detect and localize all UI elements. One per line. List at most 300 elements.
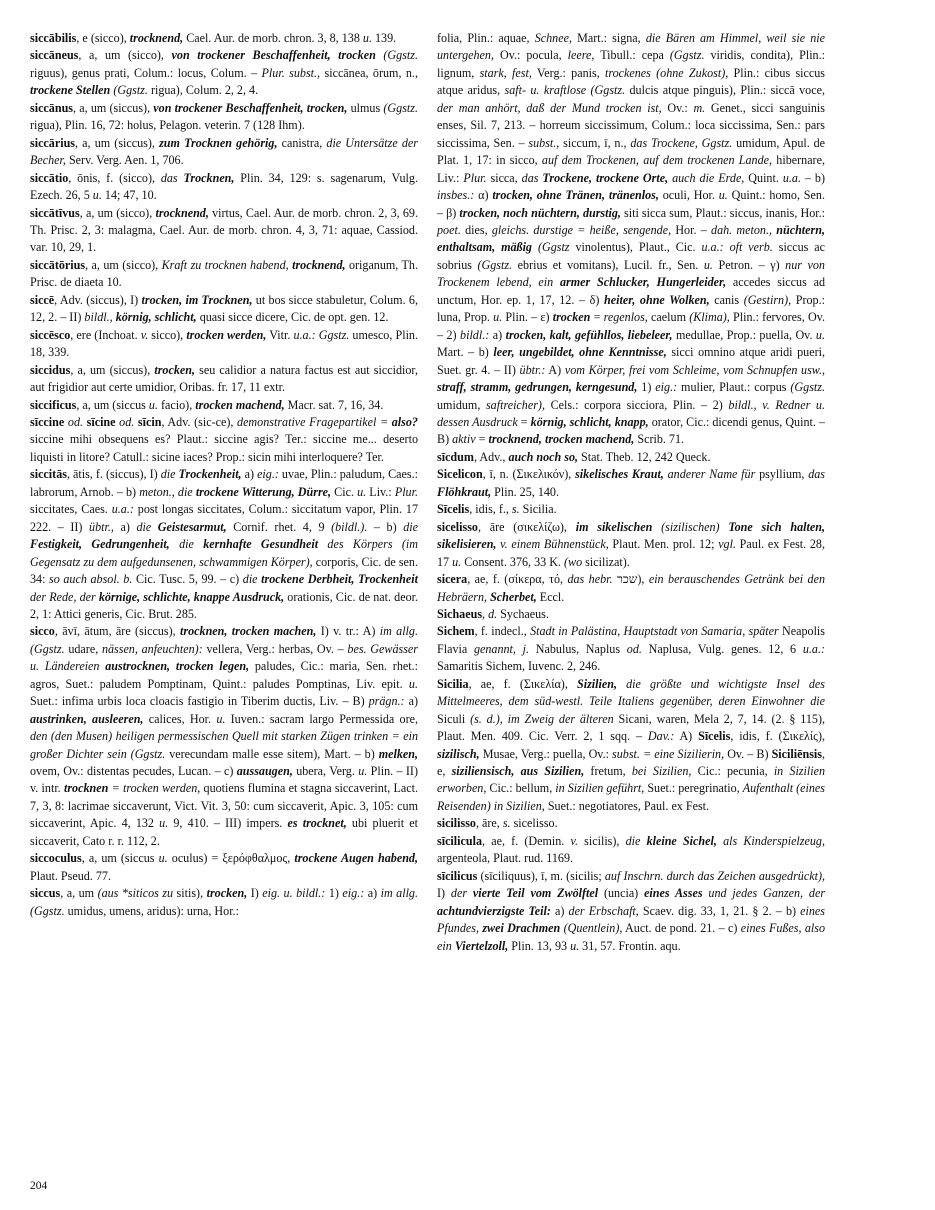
entry-italic-text: die Bären am Himmel, weil sie nie untergehen,	[437, 31, 826, 63]
entry-text: umidum,	[437, 397, 486, 412]
entry-text: ebrius et vomitans), Lucil. fr., Sen.	[512, 257, 704, 272]
entry-translation: Viertelzoll,	[454, 938, 509, 953]
entry-text: uvae, Plin.: paludum, Caes.: labrorum, Arnob. – b)	[30, 467, 418, 499]
entry-italic-text: (Ggstz.	[113, 83, 148, 98]
entry-italic-text: (Quentlein),	[563, 921, 623, 936]
dictionary-entry	[30, 414, 418, 466]
entry-italic-text: u.	[158, 851, 168, 866]
entry-italic-text: v. einem Bühnenstück,	[500, 537, 609, 552]
entry-text: (uncia)	[598, 886, 645, 901]
entry-translation: trocken, kalt, gefühllos, liebeleer,	[505, 327, 673, 342]
entry-translation: Sizilien,	[576, 676, 617, 691]
entry-translation: trocknen	[63, 781, 109, 796]
entry-translation: trockene Stellen	[30, 83, 111, 98]
entry-text: Plin. – II) v. intr.	[30, 764, 418, 796]
entry-text: , āre,	[475, 816, 503, 831]
entry-italic-text: in Sizilien geführt,	[555, 781, 645, 796]
entry-text: שכר),	[612, 572, 649, 587]
entry-italic-text: u.	[815, 327, 825, 342]
entry-translation: trocknend,	[292, 257, 346, 272]
entry-italic-text: den (den Musen) heiligen permessischen Quell mit starken Zügen trinken = ein großer Dichter sein (Ggstz.	[30, 729, 418, 761]
entry-text: fretum,	[584, 764, 632, 779]
entry-headword: siccābilis	[30, 31, 77, 45]
entry-translation: achtundvierzigste Teil:	[437, 903, 551, 918]
entry-text: Siculi	[437, 711, 471, 726]
entry-italic-text: die	[403, 519, 418, 534]
entry-italic-text: der man anhört, daß der Mund trocken ist,	[437, 100, 662, 115]
entry-text: Suet.: infima urbis loca cloacis fastigio in Tiberim ductis, Liv. – B)	[30, 694, 369, 709]
dictionary-entry	[437, 501, 825, 518]
entry-text: sicelisso.	[510, 816, 558, 831]
entry-italic-text: u.a.: Ggstz.	[293, 327, 350, 342]
entry-text: Cornif. rhet. 4, 9	[226, 519, 332, 534]
entry-italic-text: demonstrative Fragepartikel =	[237, 414, 389, 429]
entry-text: Auct. de pond. 21. – c)	[622, 921, 741, 936]
entry-text	[617, 677, 626, 691]
entry-text: quotiens flumina et stagna siccaverint, Lact. 7, 3, 8: lacrimae siccaverunt, Vict. Vit. 3, 50: cum siccaverit, Apic. 3, 105: cum siccaverint, Apic. 4, 132	[30, 781, 418, 831]
entry-text: , ae, f. (Σικελία),	[468, 676, 577, 691]
entry-text: caelum	[647, 310, 690, 325]
entry-headword: siccātio	[30, 170, 69, 185]
entry-italic-text: (Ggstz	[537, 240, 570, 255]
entry-italic-text: Stadt in Palästina, Hauptstadt von Samaria, später	[530, 624, 779, 639]
entry-headword: Sicilia	[437, 676, 469, 691]
entry-text	[553, 275, 560, 289]
entry-italic-text: s.	[511, 502, 520, 517]
entry-italic-text: d.	[488, 606, 498, 621]
entry-headword: siccāneus	[30, 48, 79, 63]
entry-translation: zwei Drachmen	[482, 921, 561, 936]
entry-italic-text: u.	[92, 188, 102, 203]
dictionary-column-left	[30, 30, 418, 920]
entry-translation: austrinken, ausleeren,	[30, 711, 144, 726]
entry-italic-text: poet.	[437, 222, 461, 237]
entry-translation: körnig, schlicht,	[115, 310, 197, 325]
entry-italic-text: bildl., v. Redner u. dessen Ausdruck	[437, 397, 825, 429]
entry-text: Hor. –	[671, 222, 712, 237]
dictionary-entry	[437, 30, 825, 449]
entry-italic-text: vgl.	[718, 537, 736, 552]
entry-text: Samaritis Sichem, Iuvenc. 2, 246.	[437, 659, 601, 674]
entry-text: Sicilia.	[519, 502, 557, 517]
entry-text: a)	[364, 886, 381, 901]
entry-text: , a, um (siccus),	[70, 362, 155, 377]
entry-headword: siccidus	[30, 362, 71, 377]
entry-headword: sīcilicula	[437, 833, 483, 848]
entry-text: , ae, f. (σίκερα, τό,	[467, 572, 568, 587]
entry-italic-text: u.a.:	[802, 641, 825, 656]
entry-italic-text: m.	[693, 100, 706, 115]
entry-headword: Sichaeus	[437, 606, 483, 621]
entry-headword: siccārius	[30, 135, 76, 150]
entry-italic-text: u.	[148, 397, 158, 412]
entry-italic-text: (Klima),	[689, 310, 730, 325]
entry-text: udare,	[64, 641, 102, 656]
entry-translation: Trockene, trockene Orte,	[542, 170, 669, 185]
entry-italic-text: bes. Gewässer u. Ländereien	[30, 641, 418, 674]
entry-italic-text: der Erbschaft,	[568, 903, 639, 918]
entry-headword: siccēsco	[30, 327, 71, 342]
dictionary-entry	[30, 135, 418, 170]
entry-headword: Sīcelis	[437, 502, 470, 517]
entry-italic-text: das	[521, 170, 539, 185]
entry-headword: sīcdum	[437, 449, 474, 464]
entry-text: Neapolis Flavia	[437, 624, 825, 656]
dictionary-entry	[30, 170, 418, 205]
entry-translation: Geistesarmut,	[157, 519, 227, 534]
entry-text: Scaev. dig. 33, 1, 21. § 2. – b)	[638, 903, 801, 918]
entry-italic-text: saft- u. kraftlose (Ggstz.	[504, 83, 626, 98]
entry-italic-text: eines Pfundes,	[437, 903, 826, 936]
entry-translation: trocknend,	[155, 205, 209, 220]
entry-italic-text: Aufenthalt (eines Reisenden) in Sizilien,	[437, 781, 825, 813]
entry-text: corporis, Cic. de sen. 34:	[30, 554, 418, 587]
entry-text: Tibull.: cepa	[594, 48, 670, 63]
entry-translation: trocken,	[206, 886, 248, 901]
dictionary-entry	[30, 47, 418, 99]
entry-text: , e,	[437, 746, 825, 779]
entry-italic-text: als Kinderspielzeug,	[723, 833, 825, 848]
dictionary-entry	[437, 606, 825, 623]
entry-text: – b)	[800, 170, 825, 185]
entry-text: , e (sicco),	[76, 31, 130, 45]
entry-text: , ere (Inchoat.	[70, 327, 141, 342]
entry-text: ovem, Ov.: distentas pecudes, Lucan. – c)	[30, 764, 237, 779]
entry-headword: sīcilicus	[437, 868, 478, 883]
entry-italic-text: subst.,	[528, 135, 560, 150]
entry-text: siti sicca sum, Plaut.: siccus, inanis, Hor.:	[620, 205, 826, 220]
entry-italic-text: (Gestirn),	[743, 292, 792, 307]
dictionary-entry	[30, 623, 418, 850]
entry-italic-text: insbes.:	[437, 188, 475, 203]
entry-text: Sychaeus.	[497, 606, 549, 621]
entry-text: , idis, f. (Σικελίς),	[730, 729, 826, 744]
entry-headword: siccoculus	[30, 851, 82, 866]
entry-text: Eccl.	[536, 589, 565, 604]
entry-translation: von trockener Beschaffenheit, trocken	[171, 48, 376, 63]
dictionary-entry	[30, 327, 418, 362]
entry-italic-text: (Ggstz.	[383, 48, 419, 63]
entry-italic-text: (Ggstz.	[790, 380, 825, 395]
entry-text: , f. indecl.,	[474, 624, 531, 639]
entry-text: post longas siccitates, Colum.: siccitatum vapor, Plin. 17 222. – II)	[30, 502, 418, 534]
entry-text: Cael. Aur. de morb. chron. 3, 8, 138	[183, 31, 363, 45]
entry-italic-text: gleichs. durstige = heiße, sengende,	[491, 222, 672, 237]
entry-translation: trocknend,	[129, 31, 184, 45]
entry-text: rigua), Colum. 2, 2, 4.	[147, 83, 259, 98]
dictionary-entry	[30, 100, 418, 135]
entry-text: Plin.: cibus siccus atque aridus,	[437, 65, 825, 98]
entry-translation: körnig, schlicht, knapp,	[530, 414, 649, 429]
entry-translation: sikelisches Kraut,	[575, 467, 664, 482]
entry-text: Plin. 25, 140.	[491, 484, 559, 499]
entry-headword: Sīcelis	[698, 729, 731, 744]
entry-text: siccus ac sobrius	[437, 240, 826, 272]
entry-italic-text: (wo	[564, 554, 583, 569]
entry-italic-text: v.	[570, 833, 578, 848]
dictionary-entry	[437, 815, 825, 832]
entry-text: oculi, Hor.	[658, 188, 719, 203]
entry-italic-text: auch die Erde,	[672, 170, 745, 185]
entry-text: , ae, f. (Demin.	[482, 833, 571, 848]
dictionary-entry	[30, 850, 418, 885]
entry-text: Cic. Tusc. 5, 99. – c)	[132, 572, 243, 587]
entry-translation: trockene Augen habend,	[294, 851, 418, 866]
entry-text: a)	[113, 519, 137, 534]
entry-text: Naplusa, Vulg. genes. 12, 6	[641, 641, 803, 656]
entry-text: Vitr.	[266, 327, 294, 342]
entry-italic-text: bildl.,	[84, 310, 113, 325]
entry-translation: trocknend, trocken machend,	[488, 432, 635, 447]
entry-italic-text: u.	[452, 554, 462, 569]
entry-text: Plin.: fervores, Ov. – 2)	[437, 310, 826, 342]
dictionary-column-right	[437, 30, 825, 955]
entry-translation: trockene Witterung, Dürre,	[195, 484, 332, 499]
entry-text: Liv.:	[366, 484, 395, 499]
dictionary-entry	[437, 519, 825, 571]
entry-text: Macr. sat. 7, 16, 34.	[284, 397, 384, 412]
entry-italic-text: nässen, anfeuchten):	[101, 641, 203, 656]
entry-translation: trocken	[552, 310, 591, 325]
entry-text: sicca,	[486, 170, 522, 185]
entry-translation: straff, stramm, gedrungen, kerngesund,	[437, 380, 638, 395]
entry-translation: austrocknen, trocken legen,	[105, 659, 250, 674]
entry-text: Scrib. 71.	[634, 432, 685, 447]
entry-text: 1)	[637, 380, 656, 395]
entry-italic-text: nur von Trockenem lebend, ein	[437, 257, 825, 290]
entry-text: I)	[247, 886, 263, 901]
entry-text: a)	[241, 467, 258, 482]
entry-text: Quint.	[744, 170, 783, 185]
entry-translation: Festigkeit, Gedrungenheit,	[30, 537, 170, 552]
dictionary-entry	[30, 362, 418, 397]
entry-headword: siccus	[30, 886, 61, 901]
entry-headword: sicco	[30, 624, 55, 639]
entry-text: , Adv. (siccus), I)	[54, 292, 142, 307]
entry-text: sicilizat).	[582, 554, 630, 569]
entry-text: Iuven.: sacram largo Permessida ore,	[225, 711, 419, 726]
entry-text: Suet.: negotiatores, Paul. ex Fest.	[544, 798, 710, 813]
entry-italic-text: leere,	[567, 48, 595, 63]
entry-italic-text: u.	[570, 938, 580, 953]
entry-text: – b)	[367, 519, 404, 534]
entry-translation: nüchtern, enthaltsam, mäßig	[437, 222, 825, 255]
entry-italic-text: (Ggstz.	[669, 48, 705, 63]
entry-italic-text: die größte und wichtigste Insel des Mittelmeeres, dem süd-westl. Teile Italiens gegenüber, deren Einwohner die	[437, 676, 825, 709]
entry-text: medullae, Prop.: puella, Ov.	[672, 327, 816, 342]
entry-text	[652, 520, 661, 534]
entry-italic-text: meton., die	[139, 484, 193, 499]
entry-translation: Trocknen,	[183, 170, 235, 185]
entry-text: paludes, Cic.: maria, Sen. rhet.: agros, Suet.: paludem Pomptinam, Quint.: paludes Pomptinas, Liv. epit.	[30, 659, 418, 691]
entry-translation: trocknen, trocken machen,	[180, 624, 317, 639]
entry-translation: aussaugen,	[236, 764, 293, 779]
entry-translation: Tone sich halten, sikelisieren,	[437, 519, 826, 552]
entry-translation: Scherbet,	[490, 589, 537, 604]
entry-italic-text: das	[160, 170, 178, 185]
entry-text: virtus, Cael. Aur. de morb. chron. 2, 3, 69. Th. Prisc. 2, 3: malagma, Cael. Aur. de morb. chron. 4, 3, 71: aquae, Cassiod. var. 10, 29, 1.	[30, 205, 419, 255]
entry-text: , a, um (siccus),	[75, 135, 160, 150]
entry-italic-text: u.	[362, 31, 372, 45]
entry-translation: also?	[391, 414, 418, 429]
entry-italic-text: u.	[357, 484, 367, 499]
entry-translation: kleine Sichel,	[646, 833, 717, 848]
entry-text: Mart.: signa,	[571, 31, 646, 45]
entry-text	[194, 537, 203, 551]
entry-text: a)	[404, 694, 418, 709]
entry-text: , āvī, ātum, āre (siccus),	[54, 624, 181, 639]
entry-italic-text: des Körpers (im Gegensatz zu dem aufgedunsenen, schwammigen Körper),	[30, 537, 419, 569]
dictionary-entry	[437, 449, 825, 466]
entry-italic-text: u.a.: oft verb.	[701, 240, 773, 255]
entry-text: sicci omnino atque aridi pueri, Suet. gr. 4. – II)	[437, 345, 825, 377]
entry-translation: Trockenheit,	[178, 467, 242, 482]
entry-translation: zum Trocknen gehörig,	[159, 135, 278, 150]
entry-italic-text: s.	[502, 816, 511, 831]
entry-italic-text: (aus *siticos zu	[97, 886, 174, 901]
entry-italic-text: (Ggstz.	[383, 100, 418, 115]
entry-translation: trockene Derbheit, Trockenheit	[261, 572, 418, 587]
entry-italic-text: auf Inschrn. durch das Zeichen ausgedrückt),	[604, 868, 825, 883]
entry-text: Ov. – B)	[724, 746, 772, 761]
entry-translation: trocken, noch nüchtern, durstig,	[459, 205, 621, 220]
entry-italic-text: trockenes (ohne Zukost),	[604, 65, 729, 80]
entry-headword: Sichem	[437, 624, 475, 639]
entry-headword: siccificus	[30, 397, 77, 412]
entry-headword: siccitās	[30, 467, 67, 482]
entry-text: =	[475, 432, 489, 447]
entry-text: =	[590, 310, 604, 325]
entry-italic-text: subst. = eine Sizilierin,	[612, 746, 725, 761]
entry-text: umidus, umens, aridus): urna, Hor.:	[64, 903, 239, 918]
entry-text: umidum, Apul. de Plat. 1, 17: in sicco,	[437, 135, 826, 168]
entry-italic-text: prägn.:	[368, 694, 405, 709]
entry-translation: leer, ungebildet, ohne Kenntnisse,	[493, 345, 667, 360]
entry-text: Serv. Verg. Aen. 1, 706.	[65, 153, 184, 168]
entry-italic-text: und jedes Ganzen, der	[708, 886, 826, 901]
entry-translation: melken,	[378, 746, 418, 761]
entry-text: Verg.: panis,	[531, 65, 605, 80]
entry-headword: Siciliēnsis	[771, 746, 822, 761]
entry-italic-text: regenlos,	[603, 310, 648, 325]
entry-text: orationis, Cic. de nat. deor. 2, 1: Attici generis, Cic. Brut. 285.	[30, 589, 419, 621]
entry-text: Quint.: homo, Sen. – β)	[437, 188, 825, 220]
entry-italic-text: (bildl.).	[331, 519, 368, 534]
entry-text	[151, 520, 158, 534]
entry-text: ubi pluerit et siccaverit, Cato r. r. 112, 2.	[30, 816, 418, 848]
entry-italic-text: auf dem Trockenen, auf dem trockenen Lande,	[541, 153, 773, 168]
entry-text: Nabulus, Naplus	[529, 641, 627, 656]
entry-text: Petron. – γ)	[712, 257, 786, 272]
entry-text: Plin. 13, 93	[508, 938, 571, 953]
entry-headword: sicelisso	[437, 519, 478, 534]
entry-text: , ōnis, f. (sicco),	[68, 170, 161, 185]
entry-text: Ov.: pocula,	[493, 48, 568, 63]
entry-text: ,	[482, 606, 489, 621]
entry-text: , ī, n. (Σικελικόν),	[482, 467, 576, 482]
entry-text: Musae, Verg.: puella, Ov.:	[479, 746, 613, 761]
entry-headword: sīccine	[30, 414, 65, 429]
dictionary-entry	[30, 30, 418, 47]
entry-headword: sicilisso	[437, 816, 476, 831]
entry-text: vinolentus), Plaut., Cic.	[569, 240, 702, 255]
entry-translation: heiter, ohne Wolken,	[604, 292, 710, 307]
entry-text: , ātis, f. (siccus), I)	[66, 467, 161, 482]
entry-italic-text: dah. meton.,	[711, 222, 773, 237]
dictionary-entry	[437, 571, 825, 606]
entry-text: Prop.: luna, Prop.	[437, 292, 825, 325]
entry-italic-text: der Rede, der	[30, 589, 96, 604]
entry-headword: siccē	[30, 292, 55, 307]
entry-italic-text: stark, fest,	[479, 65, 532, 80]
entry-italic-text: u.a.:	[111, 502, 134, 517]
entry-translation: im sikelischen	[575, 519, 653, 534]
entry-text: (sīciliquus), ī, m. (sicilis;	[477, 868, 605, 883]
entry-italic-text: die	[160, 467, 176, 482]
entry-text: Sicani, waren, Mela 2, 7, 14. (2. § 115), Plaut. Men. 409. Cic. Verr. 2, 1 sqq. –	[437, 711, 826, 744]
entry-translation: Flöhkraut,	[437, 484, 492, 499]
entry-italic-text: saftreicher),	[485, 397, 545, 412]
entry-translation: es trocknet,	[287, 816, 347, 831]
entry-translation: trocken machend,	[195, 397, 285, 412]
entry-text: , a, um (sicco),	[79, 205, 156, 220]
dictionary-entry	[437, 466, 825, 501]
entry-italic-text: u.	[408, 676, 418, 691]
dictionary-entry	[437, 868, 825, 955]
entry-text: , a, um	[60, 886, 98, 901]
entry-italic-text: (sizilischen)	[661, 519, 720, 534]
entry-italic-text: die	[625, 833, 641, 848]
dictionary-entry	[437, 833, 825, 868]
entry-translation: körnige, schlichte, knappe Ausdruck,	[98, 589, 285, 604]
entry-translation: auch noch so,	[508, 449, 579, 464]
entry-italic-text: od.	[119, 414, 135, 429]
entry-translation: armer Schlucker, Hungerleider,	[560, 275, 727, 290]
entry-text: sitis),	[173, 886, 207, 901]
entry-italic-text: Plur. subst.,	[261, 65, 321, 80]
entry-text: , a, um (siccus),	[73, 100, 154, 115]
entry-headword: siccātīvus	[30, 205, 80, 220]
entry-italic-text: od.	[67, 414, 84, 429]
entry-text: siccitates, Caes.	[30, 502, 112, 517]
dictionary-entry	[437, 676, 825, 816]
entry-text: Cic.	[331, 484, 358, 499]
entry-text: umesco, Plin. 18, 339.	[30, 327, 418, 360]
entry-italic-text: eines Fußes, also ein	[437, 921, 826, 953]
entry-headword: sīcine	[86, 414, 116, 429]
entry-italic-text: genannt, j.	[473, 641, 530, 656]
entry-text: , a, um (siccus	[76, 397, 149, 412]
page-number: 204	[30, 1180, 48, 1192]
entry-italic-text: od.	[626, 641, 642, 656]
entry-italic-text: bei Sizilien,	[631, 764, 692, 779]
entry-italic-text: der	[450, 886, 468, 901]
entry-italic-text: u.	[358, 764, 368, 779]
entry-italic-text: die	[136, 519, 152, 534]
entry-text: 31, 57. Frontin. aqu.	[579, 938, 681, 953]
entry-italic-text: = trocken werden,	[111, 781, 201, 796]
entry-text: Cels.: corpora sicciora, Plin. – 2)	[544, 397, 729, 412]
entry-text: Plin. 34, 129: s. sagenarum, Vulg. Ezech. 26, 5	[30, 170, 418, 203]
entry-text: Plin. – ε)	[502, 310, 553, 325]
entry-italic-text: das hebr.	[567, 572, 613, 587]
entry-text: 9, 410. – III) impers.	[168, 816, 288, 831]
entry-text: 14; 47, 10.	[101, 188, 157, 203]
entry-text: psyllium,	[755, 467, 809, 482]
entry-italic-text: ein berauschendes Getränk bei den Hebräern,	[437, 572, 826, 604]
entry-italic-text: das Trockene, Ggstz.	[630, 135, 733, 150]
entry-text: 139.	[371, 31, 397, 45]
